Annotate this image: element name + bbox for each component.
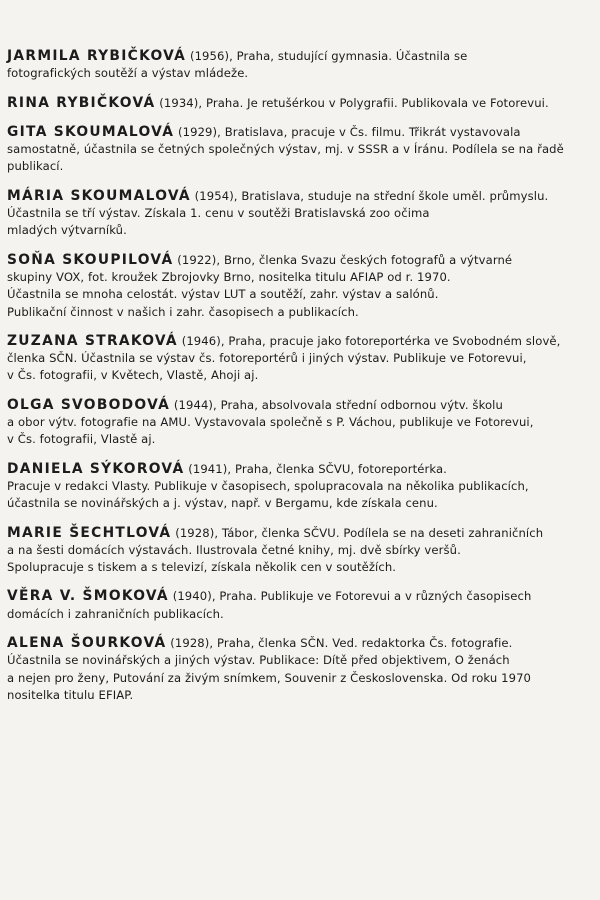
entry-sykorova-daniela <box>7 461 574 513</box>
entry-strakova-zuzana <box>7 333 574 385</box>
entry-text: (1928), Praha, členka SČN. Ved. redaktorka Čs. fotografie. <box>166 636 513 651</box>
entry-smokova-vera <box>7 588 574 623</box>
entry-sourkova-alena <box>7 635 574 704</box>
entry-line: skupiny VOX, fot. kroužek Zbrojovky Brno, nositelka titulu AFIAP od r. 1970. <box>7 269 451 284</box>
entry-line: Účastnila se mnoha celostát. výstav LUT a soutěží, zahr. výstav a salónů. <box>7 287 439 302</box>
entry-line-1 <box>7 461 574 478</box>
entry-name: ZUZANA STRAKOVÁ <box>7 332 178 349</box>
entry-name: GITA SKOUMALOVÁ <box>7 123 175 140</box>
entry-text: (1954), Bratislava, studuje na střední škole uměl. průmyslu. <box>190 188 549 203</box>
entry-text: (1946), Praha, pracuje jako fotoreportérka ve Svobodném slově, <box>177 333 561 348</box>
entry-text: (1940), Praha. Publikuje ve Fotorevui a v různých časopisech <box>168 589 532 604</box>
entry-skoumalova-gita <box>7 124 574 176</box>
entry-skoumalova-maria <box>7 188 574 240</box>
entry-line-1 <box>7 397 574 414</box>
entry-name: MARIE ŠECHTLOVÁ <box>7 524 172 541</box>
entry-line: domácích i zahraničních publikacích. <box>7 606 224 621</box>
entry-name: ALENA ŠOURKOVÁ <box>7 635 167 652</box>
entry-sechtlova-marie <box>7 525 574 577</box>
entry-line: publikací. <box>7 159 64 174</box>
entry-line: a na šesti domácích výstavách. Ilustrovala četné knihy, mj. dvě sbírky veršů. <box>7 542 461 557</box>
entry-name: JARMILA RYBIČKOVÁ <box>7 48 187 64</box>
entry-text: (1928), Tábor, členka SČVU. Podílela se na deseti zahraničních <box>171 525 544 540</box>
entry-skoupilova-sona <box>7 252 574 321</box>
entry-name: MÁRIA SKOUMALOVÁ <box>7 187 191 204</box>
entry-line-1 <box>7 188 574 205</box>
entry-name: RINA RYBIČKOVÁ <box>7 94 156 111</box>
entry-line: Spolupracuje s tiskem a s televizí, získala několik cen v soutěžích. <box>7 560 397 575</box>
entry-svobodova-olga <box>7 397 574 449</box>
entry-line: Publikační činnost v našich i zahr. časopisech a publikacích. <box>7 304 359 319</box>
entry-text: (1941), Praha, členka SČVU, fotoreportérka. <box>184 461 447 476</box>
entry-rybickova-jarmila <box>7 48 574 83</box>
entry-name: DANIELA SÝKOROVÁ <box>7 460 185 477</box>
entry-name: OLGA SVOBODOVÁ <box>7 396 171 413</box>
entry-name: VĚRA V. ŠMOKOVÁ <box>7 588 169 605</box>
entry-line-1 <box>7 525 574 542</box>
entry-line: členka SČN. Účastnila se výstav čs. fotoreportérů i jiných výstav. Publikuje ve Fotorevui, <box>7 351 527 366</box>
entry-line: Účastnila se novinářských a jiných výstav. Publikace: Dítě před objektivem, O ženách <box>7 653 510 668</box>
entry-rybickova-rina <box>7 95 574 112</box>
entry-text: (1934), Praha. Je retušérkou v Polygrafii. Publikovala ve Fotorevui. <box>155 95 549 110</box>
entry-line: v Čs. fotografii, v Květech, Vlastě, Ahoji aj. <box>7 368 259 383</box>
entry-line-1 <box>7 333 574 350</box>
entry-line-1 <box>7 588 574 605</box>
entry-text: (1922), Brno, členka Svazu českých fotografů a výtvarné <box>173 252 513 267</box>
entry-text: (1944), Praha, absolvovala střední odbornou výtv. školu <box>170 397 503 412</box>
entry-line: a nejen pro ženy, Putování za živým snímkem, Souvenir z Československa. Od roku 1970 <box>7 670 532 685</box>
entry-line: nositelka titulu EFIAP. <box>7 687 134 702</box>
entry-line-1 <box>7 252 574 269</box>
entry-name: SOŇA SKOUPILOVÁ <box>7 251 174 268</box>
entry-line-1 <box>7 635 574 652</box>
entry-text: (1929), Bratislava, pracuje v Čs. filmu. Třikrát vystavovala <box>174 124 521 139</box>
entry-line: samostatně, účastnila se četných společných výstav, mj. v SSSR a v Íránu. Podílela se na řadě <box>7 142 564 157</box>
entry-line: Pracuje v redakci Vlasty. Publikuje v časopisech, spolupracovala na několika publikacích, <box>7 478 529 493</box>
entry-line: účastnila se novinářských a j. výstav, např. v Bergamu, kde získala cenu. <box>7 496 438 511</box>
entry-line: mladých výtvarníků. <box>7 223 127 238</box>
entry-line-1 <box>7 48 574 65</box>
entry-line: Účastnila se tří výstav. Získala 1. cenu v soutěži Bratislavská zoo očima <box>7 206 430 221</box>
entry-line-1 <box>7 95 574 112</box>
entry-line: fotografických soutěží a výstav mládeže. <box>7 66 249 81</box>
entry-line: a obor výtv. fotografie na AMU. Vystavovala společně s P. Váchou, publikuje ve Fotorevui, <box>7 415 534 430</box>
entry-line-1 <box>7 124 574 141</box>
entry-line: v Čs. fotografii, Vlastě aj. <box>7 432 156 447</box>
entry-text: (1956), Praha, studující gymnasia. Účastnila se <box>186 49 468 63</box>
